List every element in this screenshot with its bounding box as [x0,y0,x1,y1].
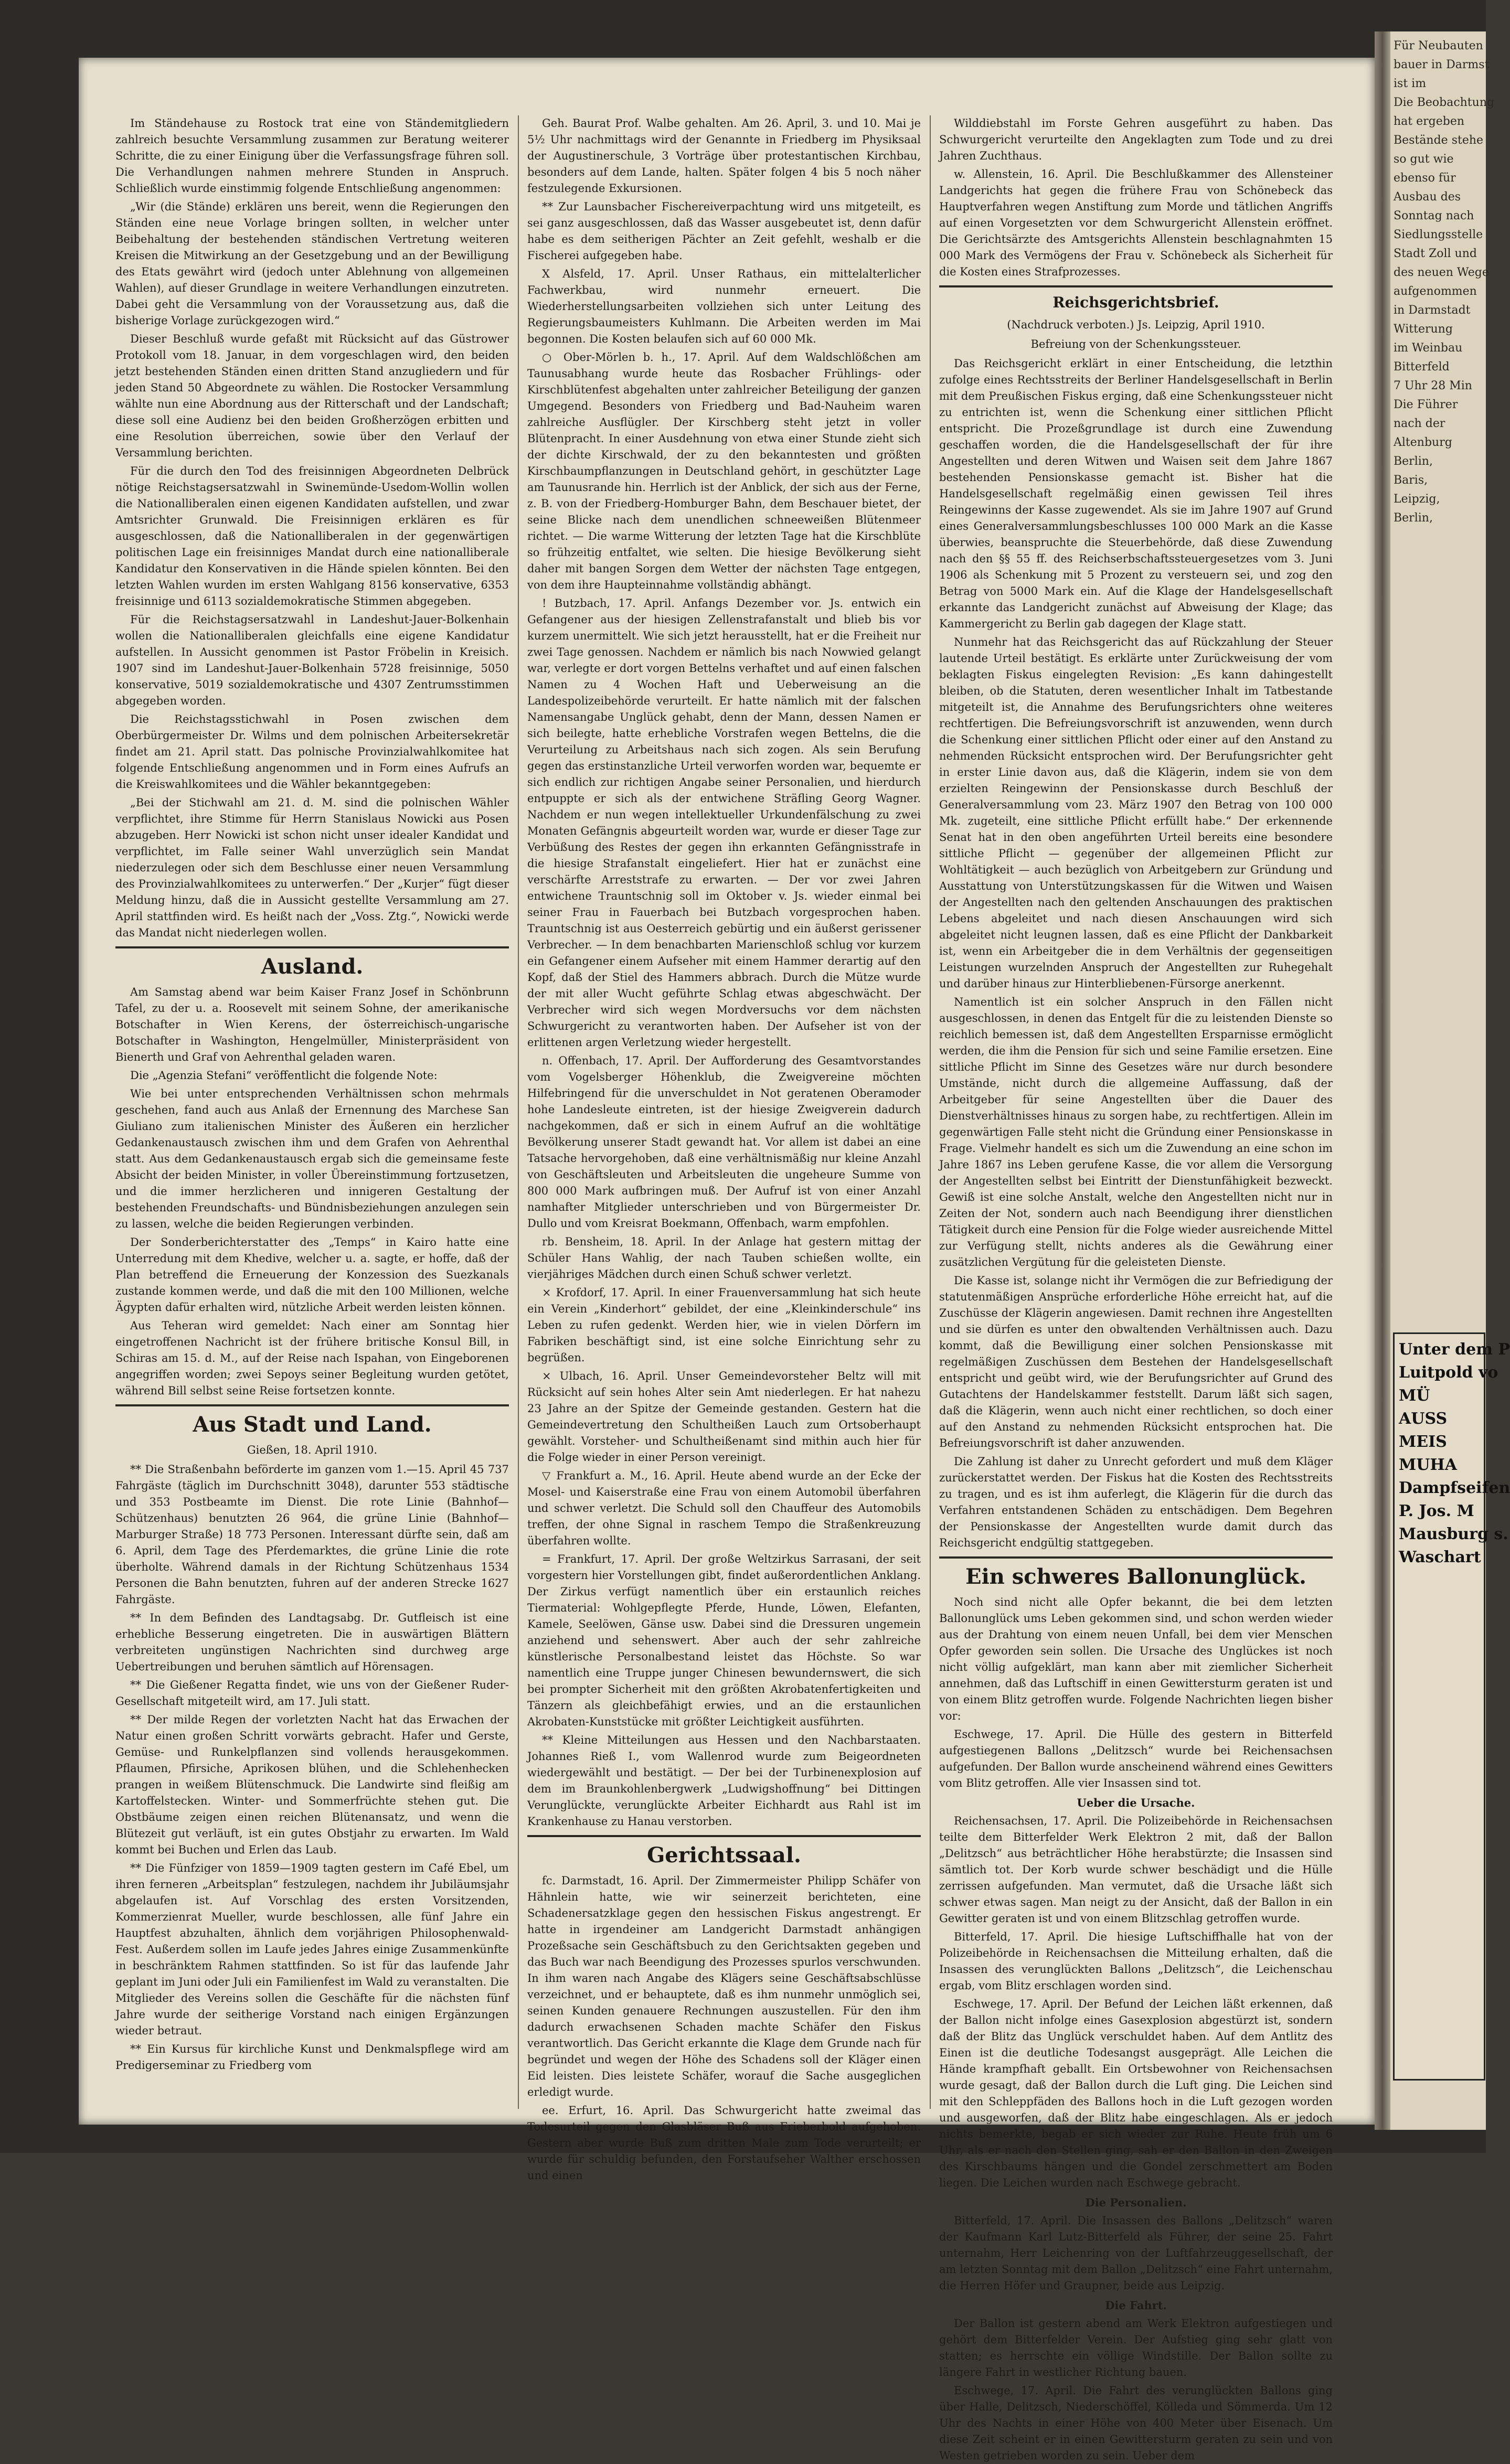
ballon-section [939,1594,1333,1791]
article-paragraph: „Wir (die Stände) erklären uns bereit, wenn die Regierungen den Ständen eine neue Vorlage bringen sollten, in welcher unter Beibehaltung der bestehenden ständischen Vertretung weiteren Kreisen die Mitwirkung an der Gesetzgebung und an der Bewilligung des Etats gewährt wird (jedoch unter Ablehnung von allgemeinen Wahlen), auf dieser Grundlage in weitere Verhandlungen einzutreten. Dabei geht die Versammlung von der Voraussetzung aus, daß die bisherige Vorlage zurückgezogen wird.“ [115,200,509,327]
column-2 [527,115,921,2182]
article-paragraph: Für die durch den Tod des freisinnigen Abgeordneten Delbrück nötige Reichstagsersatzwahl in Swinemünde-Usedom-Wollin wollen die Nationalliberalen einen eigenen Kandidaten aufstellen, und zwar Amtsrichter Grunwald. Die Freisinnigen erklären es für ausgeschlossen, daß die Nationalliberalen in der gegenwärtigen politischen Lage ein freisinniges Mandat durch eine nationalliberale Kandidatur den Konservativen in die Hände spielen könnten. Bei den letzten Wahlen wurden im ersten Wahlgang 8156 konservative, 6353 freisinnige und 6113 sozialdemokratische Stimmen abgegeben. [115,465,509,607]
adjacent-page-line: hat ergeben [1394,115,1465,128]
adjacent-page-line: Sonntag nach [1394,209,1474,222]
adjacent-page-line: Für Neubauten [1394,39,1483,52]
article-paragraph: Im Ständehause zu Rostock trat eine von Ständemitgliedern zahlreich besuchte Versammlung zusammen zur Beratung weiterer Schritte, die zu einer Einigung über die Verfassungsfrage führen soll. Die Verhandlungen nahmen mehrere Stunden in Anspruch. Schließlich wurde einstimmig folgende Entschließung angenommen: [115,117,509,195]
advertisement-line: Unter dem P [1399,1340,1510,1359]
article-paragraph: ** Die Gießener Regatta findet, wie uns von der Gießener Ruder-Gesellschaft mitgeteilt wird, am 17. Juli statt. [115,1679,509,1708]
adjacent-page-line: aufgenommen [1394,285,1477,298]
adjacent-page-line: Ausbau des [1394,190,1461,204]
advertisement-line: MEIS [1399,1433,1447,1451]
section-rule [939,1556,1333,1559]
adjacent-page-line: nach der [1394,417,1445,430]
advertisement-line: AUSS [1399,1410,1448,1428]
gericht-heading: Gerichtssaal. [647,1843,801,1868]
adjacent-page-text [1390,31,1495,533]
article-paragraph: Am Samstag abend war beim Kaiser Franz Josef in Schönbrunn Tafel, zu der u. a. Roosevelt mit seinem Sohne, der amerikanische Botschafter in Wien Kerens, der österreichisch-ungarische Botschafter in Washington, Hengelmüller, Ministerpräsident von Bienerth und Graf von Aehrenthal geladen waren. [115,986,509,1063]
adjacent-page-line: im Weinbau [1394,342,1463,355]
section-rule [939,285,1333,287]
advertisement-line: Luitpold vo [1399,1363,1498,1382]
article-paragraph: Namentlich ist ein solcher Anspruch in den Fällen nicht ausgeschlossen, in denen das Entgelt für die zu leistenden Dienste so reichlich bemessen ist, daß dem Angestellten Ersparnisse ermöglicht werden, die ihm die Pension für sich und seine Familie ersetzen. Eine sittliche Pflicht im Sinne des Gesetzes wäre nur durch besondere Umstände, nicht durch die allgemeine Auffassung, daß der Arbeitgeber für seine Angestellten über die Dauer des Dienstverhältnisses hinaus zu sorgen habe, zu rechtfertigen. Allein im gegenwärtigen Falle steht nicht die Gründung einer Pensionskasse in Frage. Vielmehr handelt es sich um die Zuwendung an eine schon im Jahre 1867 ins Leben gerufene Kasse, die vor allem die Versorgung der Angestellten selbst bei Eintritt der Dienstunfähigkeit bezweckt. Gewiß ist eine solche Anstalt, welche den Angestellten nicht nur in Zeiten der Not, sondern auch nach Beendigung ihrer dienstlichen Tätigkeit durch eine Pension für die Folge wieder ausreichende Mittel zur Verfügung stellt, nichts anderes als die Gewährung einer zusätzlichen Vergütung für die geleisteten Dienste. [939,996,1333,1268]
section-rule [115,1404,509,1406]
article-paragraph: × Krofdorf, 17. April. In einer Frauenversammlung hat sich heute ein Verein „Kinderhort“ gebildet, der eine „Kleinkinderschule“ ins Leben zu rufen gedenkt. Werden hier, wie in vielen Dörfern im Fabriken beschäftigt sind, ist eine solche Einrichtung sehr zu begrüßen. [527,1286,921,1364]
advertisement-line: Mausburg s. [1399,1525,1508,1543]
column-rule [930,115,931,2109]
court-continuation [939,115,1333,280]
section-rule [527,1835,921,1837]
article-paragraph: ** Die Straßenbahn beförderte im ganzen vom 1.—15. April 45 737 Fahrgäste (täglich im Durchschnitt 3048), darunter 553 städtische und 353 Postbeamte im Dienst. Die rote Linie (Bahnhof—Schützenhaus) benutzten 26 964, die grüne Linie (Bahnhof—Marburger Straße) 18 773 Personen. Interessant dürfte sein, daß am 6. April, dem Tage des Pferdemarktes, die grüne Linie die rote überholte. Während damals in der Richtung Schützenhaus 1534 Personen die Bahn benutzten, fuhren auf der anderen Strecke 1627 Fahrgäste. [115,1463,509,1606]
article-paragraph: Aus Teheran wird gemeldet: Nach einer am Sonntag hier eingetroffenen Nachricht ist der frühere britische Konsul Bill, in Schiras am 15. d. M., auf der Reise nach Ispahan, von Eingeborenen angegriffen worden; zwei Sepoys seiner Begleitung wurden getötet, während Bill selbst seine Reise fortsetzen konnte. [115,1319,509,1397]
article-paragraph: ** Zur Launsbacher Fischereiverpachtung wird uns mitgeteilt, es sei ganz ausgeschlossen, daß das Wasser ausgebeutet ist, denn dafür habe es dem seitherigen Pächter an Zeit gefehlt, weshalb er die Fischerei aufgegeben habe. [527,200,921,262]
personalien-heading: Die Personalien. [1085,2196,1187,2209]
columns [115,115,1343,2462]
ballon-heading: Ein schweres Ballonunglück. [965,1564,1306,1589]
article-paragraph: n. Offenbach, 17. April. Der Aufforderung des Gesamtvorstandes vom Vogelsberger Höhenklub, die Zweigvereine möchten Hilfebringend für die unverschuldet in Not geratenen Oberamoder hohe Landesleute eintreten, ist der hiesige Zweigverein dadurch nachgekommen, daß er sich in einem Aufruf an die wohltätige Bevölkerung unserer Stadt gewandt hat. Vor allem ist dabei an eine Tatsache hervorgehoben, daß eine verhältnismäßig nur kleine Anzahl von Geschäftsleuten und Arbeitsleuten die ungeheure Summe von 800 000 Mark aufbringen muß. Der Aufruf ist von einer Anzahl namhafter Mitglieder unterschrieben und von Bürgermeister Dr. Dullo und vom Kreisrat Boekmann, Offenbach, warm empfohlen. [527,1054,921,1230]
article-paragraph: Die Zahlung ist daher zu Unrecht gefordert und muß dem Kläger zurückerstattet werden. Der Fiskus hat die Kosten des Rechtsstreits zu tragen, und es ist ihm auferlegt, die Klägerin für die durch das Verfahren entstandenen Schäden zu entschädigen. Dem Begehren der Pensionskasse der Angestellten wurde damit durch das Reichsgericht endgültig stattgegeben. [939,1455,1333,1549]
advertisement-line: Waschart [1399,1548,1481,1566]
article-paragraph: = Frankfurt, 17. April. Der große Weltzirkus Sarrasani, der seit vorgestern hier Vorstellungen gibt, findet außerordentlichen Anklang. Der Zirkus verfügt namentlich über ein erstaunlich reiches Tiermaterial: Wohlgepflegte Pferde, Hunde, Löwen, Elefanten, Kamele, Seelöwen, Gänse usw. Dabei sind die Dressuren ungemein anziehend und sehenswert. Aber auch der sehr zahlreiche künstlerische Personalbestand leistet das Höchste. So war namentlich eine Truppe junger Chinesen bewundernswert, die sich bei prompter Sicherheit mit den größten Akrobatenfertigkeiten und Tänzern als gleichbefähigt erwies, und an die erstaunlichen Akrobaten-Kunststücke mit größter Leichtigkeit ausführten. [527,1553,921,1728]
adjacent-page-line: in Darmstadt [1394,304,1471,317]
adjacent-page-line: ist im [1394,77,1427,90]
reichsgericht-byline: (Nachdruck verboten.) Js. Leipzig, April 1910. [1007,318,1265,331]
article-paragraph: ** Ein Kursus für kirchliche Kunst und Denkmalspflege wird am Predigerseminar zu Friedberg vom [115,2043,509,2072]
fahrt-section [939,2316,1333,2464]
article-paragraph: Bitterfeld, 17. April. Die hiesige Luftschiffhalle hat von der Polizeibehörde in Reichensachsen die Mitteilung erhalten, daß die Insassen des verunglückten Ballons „Delitzsch“, die Leichenschau ergab, vom Blitz erschlagen worden sind. [939,1930,1333,1992]
article-paragraph: rb. Bensheim, 18. April. In der Anlage hat gestern mittag der Schüler Hans Wahlig, der nach Tauben schießen wollte, ein vierjähriges Mädchen durch einen Schuß schwer verletzt. [527,1235,921,1281]
advertisement-line: Dampfseifen [1399,1479,1510,1497]
article-paragraph: ▽ Frankfurt a. M., 16. April. Heute abend wurde an der Ecke der Mosel- und Kaiserstraße eine Frau von einem Automobil überfahren und schwer verletzt. Die Schuld soll den Chauffeur des Automobils treffen, der ohne Signal in raschem Tempo die Straßenkreuzung überfahren wollte. [527,1469,921,1547]
adjacent-page-line: Witterung [1394,323,1453,336]
adjacent-page-line: des neuen Wege [1394,266,1489,279]
advertisement [1393,1332,1510,2081]
adjacent-page-line: 7 Uhr 28 Min [1394,379,1472,392]
advertisement-text [1395,1334,1510,1573]
article-paragraph: Für die Reichstagsersatzwahl in Landeshut-Jauer-Bolkenhain wollen die Nationalliberalen gleichfalls eine eigene Kandidatur aufstellen. In Aussicht genommen ist Pastor Fröbelin in Kreisich. 1907 sind im Landeshut-Jauer-Bolkenhain 5728 freisinnige, 5050 konservative, 5019 sozialdemokratische und 4307 Zentrumsstimmen abgegeben worden. [115,613,509,707]
adjacent-page-line: bauer in Darmst [1394,58,1490,71]
adjacent-page-line: Leipzig, [1394,493,1440,506]
advertisement-line: P. Jos. M [1399,1502,1474,1520]
article-paragraph: ○ Ober-Mörlen b. h., 17. April. Auf dem Waldschlößchen am Taunusabhang wurde heute das Rosbacher Frühlings- oder Kirschblütenfest abgehalten unter zahlreicher Beteiligung der ganzen Umgegend. Besonders von Friedberg und Bad-Nauheim waren zahlreiche Ausflügler. Der Kirschberg steht jetzt in voller Blütenpracht. In einer Ausdehnung von etwa einer Stunde zieht sich der dichte Kirschwald, der zu den bekanntesten und größten Kirschbaumpflanzungen in Deutschland gehört, in geschützter Lage am Taunusrande hin. Herrlich ist der Anblick, der sich aus der Ferne, z. B. von der Friedberg-Homburger Bahn, dem Beschauer bietet, der seine Blicke nach dem unendlichen schneeweißen Blütenmeer richtet. — Die warme Witterung der letzten Tage hat die Kirschblüte so frühzeitig entfaltet, wie selten. Die hiesige Bevölkerung sieht daher mit bangen Sorgen dem Wetter der nächsten Tage entgegen, von dem ihre Haupteinnahme vollständig abhängt. [527,351,921,591]
article-paragraph: w. Allenstein, 16. April. Die Beschlußkammer des Allensteiner Landgerichts hat gegen die frühere Frau von Schönebeck das Hauptverfahren wegen Anstiftung zum Morde und tätlichen Angriffs auf einen Vorgesetzten vor dem Schwurgericht Allenstein eröffnet. Die Gerichtsärzte des Amtsgerichts Allenstein beschlagnahmten 15 000 Mark des Vermögens der Frau v. Schönebeck als Sicherheit für die Kosten eines Strafprozesses. [939,168,1333,278]
adjacent-page-line: ebenso für [1394,172,1456,185]
article-paragraph: Eschwege, 17. April. Die Hülle des gestern in Bitterfeld aufgestiegenen Ballons „Delitzsch“ wurde bei Reichensachsen aufgefunden. Der Ballon wurde anscheinend während eines Gewitters vom Blitz getroffen. Alle vier Insassen sind tot. [939,1728,1333,1789]
advertisement-line: MÜ [1399,1386,1430,1405]
adjacent-page-line: Altenburg [1394,436,1452,449]
article-paragraph: Reichensachsen, 17. April. Die Polizeibehörde in Reichensachsen teilte dem Bitterfelder Werk Elektron 2 mit, daß der Ballon „Delitzsch“ aus beträchtlicher Höhe herabstürzte; die Insassen sind sämtlich tot. Der Korb wurde schwer beschädigt und die Hülle zerrissen aufgefunden. Man vermutet, daß die Ursache läßt sich schwer etwas sagen. Man neigt zu der Ansicht, daß der Ballon in ein Gewitter geraten ist und von einem Blitzschlag getroffen wurde. [939,1815,1333,1925]
reichsgericht-subtitle: Befreiung von der Schenkungssteuer. [1030,338,1241,350]
adjacent-page-line: Berlin, [1394,511,1433,525]
adjacent-page-line: Bestände stehe [1394,134,1484,147]
ausland-section [115,984,509,1399]
adjacent-page-line: Die Führer [1394,398,1458,411]
article-paragraph: Wie bei unter entsprechenden Verhältnissen schon mehrmals geschehen, fand auch aus Anlaß der Ernennung des Marchese San Giuliano zum italienischen Minister des Äußeren ein herzlicher Gedankenaustausch zwischen ihm und dem Grafen von Aehrenthal statt. Aus dem Gedankenaustausch ergab sich die gemeinsame feste Absicht der beiden Minister, in voller Übereinstimmung fortzusetzen, und die immer herzlicheren und innigeren Gestaltung der bestehenden Freundschafts- und Bündnisbeziehungen anzulegen sein zu lassen, welche die beiden Regierungen verbinden. [115,1087,509,1230]
adjacent-page-line: Die Beobachtung [1394,96,1495,109]
article-paragraph: ! Butzbach, 17. April. Anfangs Dezember vor. Js. entwich ein Gefangener aus der hiesigen Zellenstrafanstalt und blieb bis vor kurzem unermittelt. Wie sich jetzt herausstellt, hat er die Freiheit nur zwei Tage genossen. Nachdem er nämlich bis nach Nowwied gelangt war, verlegte er dort vorgen Bettelns verhaftet und auf einen falschen Namen zu 4 Wochen Haft und Ueberweisung an die Landespolizeibehörde verurteilt. Er hatte nämlich mit der falschen Namensangabe Unglück gehabt, denn der Mann, dessen Namen er sich beilegte, hatte erhebliche Vorstrafen wegen Bettelns, die die Verurteilung zu Arbeitshaus nach sich zogen. Als sein Berufung gegen das erstinstanzliche Urteil verworfen worden war, bequemte er sich endlich zur richtigen Angabe seiner Personalien, und hierdurch entpuppte er sich als der entwichene Sträfling Georg Wagner. Nachdem er nun wegen intellektueller Urkundenfälschung zu zwei Monaten Gefängnis abgeurteilt worden war, wurde er dieser Tage zur Verbüßung des Restes der gegen ihn erkannten Gefängnisstrafe in die hiesige Strafanstalt eingeliefert. Hier hat er zunächst eine verschärfte Arreststrafe zu erwarten. — Der vor zwei Jahren entwichene Trauntschnig soll im Oktober v. Js. wieder einmal bei seiner Frau in Fauerbach bei Butzbach vorgesprochen haben. Trauntschnig ist aus Oesterreich gebürtig und ein äußerst gerissener Verbrecher. — In dem benachbarten Marienschloß schlug vor kurzem ein Gefangener einem Aufseher mit einem Hammer derartig auf den Kopf, daß der Stiel des Hammers abbrach. Durch die Mütze wurde der mit aller Wucht geführte Schlag etwas abgeschwächt. Der Verbrecher wird sich wegen Mordversuchs vor dem nächsten Schwurgericht zu verantworten haben. Der Aufseher ist von der erlittenen argen Verletzung wieder hergestellt. [527,597,921,1049]
article-paragraph: Die Kasse ist, solange nicht ihr Vermögen die zur Befriedigung der statutenmäßigen Ansprüche erforderliche Höhe erreicht hat, auf die Zuschüsse der Klägerin angewiesen. Damit rechnen ihre Angestellten und sie dürfen es unter den obwaltenden Verhältnissen auch. Dazu kommt, daß die Bewilligung einer solchen Pensionskasse mit regelmäßigen Zuschüssen dem Bestehen der Handelsgesellschaft entspricht und geübt wird, wie der Berufungsrichter auf Grund des Gutachtens der Handelskammer feststellt. Darum läßt sich sagen, daß die Klägerin, wenn auch nicht einer rechtlichen, so doch einer auf den Anstand zu nehmenden Rücksicht entsprochen hat. Die Befreiungsvorschrift ist daher anzuwenden. [939,1274,1333,1449]
ursache-section [939,1813,1333,2191]
reichsgericht-section [939,356,1333,1551]
regional-news [527,115,921,1830]
ausland-heading: Ausland. [261,954,364,979]
article-paragraph: ** In dem Befinden des Landtagsabg. Dr. Gutfleisch ist eine erhebliche Besserung eingetreten. Die in auswärtigen Blättern verbreiteten ungünstigen Nachrichten sind durchweg arge Uebertreibungen und beruhen sämtlich auf Hörensagen. [115,1612,509,1673]
newspaper-page [79,58,1375,2462]
stadt-dateline: Gießen, 18. April 1910. [247,1444,378,1456]
page-fold [1375,31,1390,2130]
adjacent-page-line: so gut wie [1394,153,1454,166]
ursache-heading: Ueber die Ursache. [1077,1796,1195,1809]
article-paragraph: Bitterfeld, 17. April. Die Insassen des Ballons „Delitzsch“ waren der Kaufmann Karl Lutz-Bitterfeld als Führer, der seine 25. Fahrt unternahm, Herr Leichenring von der Luftfahrzeuggesellschaft, der am letzten Sonntag mit dem Ballon „Delitzsch“ eine Fahrt unternahm, die Herren Höfer und Graupner, beide aus Leipzig. [939,2214,1333,2292]
section-rule [115,946,509,948]
column-1 [115,115,509,2109]
adjacent-page-line: Bitterfeld [1394,360,1450,374]
column-3 [939,115,1333,2462]
article-paragraph: X Alsfeld, 17. April. Unser Rathaus, ein mittelalterlicher Fachwerkbau, wird nunmehr erneuert. Die Wiederherstellungsarbeiten vollziehen sich unter Leitung des Regierungsbaumeisters Kuhlmann. Die Arbeiten werden im Mai begonnen. Die Kosten belaufen sich auf 60 000 Mk. [527,268,921,345]
article-paragraph: Die Reichstagsstichwahl in Posen zwischen dem Oberbürgermeister Dr. Wilms und dem polnischen Arbeitersekretär findet am 21. April statt. Das polnische Provinzialwahlkomitee hat folgende Entschließung angenommen und in Form eines Aufrufs an die Kreiswahlkomitees und die Wähler bekanntgegeben: [115,713,509,791]
article-paragraph: „Bei der Stichwahl am 21. d. M. sind die polnischen Wähler verpflichtet, ihre Stimme für Herrn Stanislaus Nowicki aus Posen abzugeben. Herr Nowicki ist schon nicht unser idealer Kandidat und verpflichtet, im Falle seiner Wahl unverzüglich sein Mandat niederzulegen oder sich dem Beschlusse einer neuen Versammlung des Provinzialwahlkomitees zu unterwerfen.“ Der „Kurjer“ fügt dieser Meldung hinzu, daß die in Aussicht gestellte Versammlung am 27. April stattfinden wird. Es heißt nach der „Voss. Ztg.“, Nowicki werde das Mandat nicht niederlegen wollen. [115,796,509,939]
article-paragraph: Dieser Beschluß wurde gefaßt mit Rücksicht auf das Güstrower Protokoll vom 18. Januar, in dem vorgeschlagen wird, den beiden jetzt bestehenden Ständen einen dritten Stand anzugliedern und für jeden Stand 50 Abgeordnete zu wählen. Die Rostocker Versammlung wählte nun eine Abordnung aus der Ritterschaft und der Landschaft; diese soll eine Audienz bei den beiden Großherzögen erbitten und eine Resolution überreichen, sowie über den Verlauf der Versammlung berichten. [115,333,509,459]
article-paragraph: Noch sind nicht alle Opfer bekannt, die bei dem letzten Ballonunglück ums Leben gekommen sind, und schon werden wieder aus der Drahtung von einem neuen Unfall, bei dem vier Menschen Opfer geworden sein sollen. Die Ursache des Unglückes ist noch nicht völlig aufgeklärt, man kann aber mit ziemlicher Sicherheit annehmen, daß das Luftschiff in einen Gewittersturm geraten ist und von einem Blitz getroffen wurde. Folgende Nachrichten liegen bisher vor: [939,1596,1333,1722]
adjacent-page-line: Berlin, [1394,455,1433,468]
article-paragraph: × Ulbach, 16. April. Unser Gemeindevorsteher Beltz will mit Rücksicht auf sein hohes Alter sein Amt niederlegen. Er hat nahezu 23 Jahre an der Spitze der Gemeinde gestanden. Gestern hat die Gemeindevertretung den Schultheißen Lauch zum Ortsoberhaupt gewählt. Vorsteher- und Schultheißenamt sind mithin auch hier für die Folge wieder in einer Person vereinigt. [527,1370,921,1464]
article-paragraph: Eschwege, 17. April. Der Befund der Leichen läßt erkennen, daß der Ballon nicht infolge eines Gasexplosion abgestürzt ist, sondern daß der Blitz das Unglück verschuldet haben. Auf dem Antlitz des Einen ist die deutliche Todesangst ausgeprägt. Alle Leichen die Hände krampfhaft geballt. Ein Ortsbewohner von Reichensachsen wurde gesagt, daß der Ballon durch die Luft ging. Die Leichen sind mit den Schleppfäden des Ballons hoch in die Luft gezogen worden und ausgeworfen, daß der Blitz habe eingeschlagen. Als er jedoch nichts bemerkte, begab er sich wieder zur Ruhe. Heute früh um 6 Uhr, als er nach den Stellen ging, sah er den Ballon in den Zweigen des Kirschbaums hängen und die Gondel zerschmettert am Boden liegen. Die Leichen wurden nach Eschwege gebracht. [939,1998,1333,2189]
personalien-section [939,2213,1333,2294]
article-paragraph: Eschwege, 17. April. Die Fahrt des verunglückten Ballons ging über Halle, Delitzsch, Niederschöffel, Kölleda und Sömmerda. Um 12 Uhr des Nachts in einer Höhe von 400 Meter über Eisenach. Um diese Zeit scheint er in einen Gewittersturm geraten zu sein und von Westen getrieben worden zu sein. Ueber dem [939,2384,1333,2462]
article-paragraph: Die „Agenzia Stefani“ veröffentlicht die folgende Note: [130,1069,438,1082]
column-rule [518,115,519,2109]
reichsgericht-heading: Reichsgerichtsbrief. [1052,294,1219,311]
article-paragraph: Der Ballon ist gestern abend am Werk Elektron aufgestiegen und gehört dem Bitterfelder Verein. Der Aufstieg ging sehr glatt von statten; es herrschte ein völlige Windstille. Der Ballon sollte zu längere Fahrt in westlicher Richtung bauen. [939,2317,1333,2378]
article-paragraph: ** Der milde Regen der vorletzten Nacht hat das Erwachen der Natur einen großen Schritt vorwärts gebracht. Hafer und Gerste, Gemüse- und Runkelpflanzen sind vollends herausgekommen. Pflaumen, Pfirsiche, Aprikosen blühen, und die Schlehenhecken prangen in weißem Blütenschmuck. Die Landwirte sind fleißig am Kartoffelstecken. Winter- und Sommerfrüchte stehen gut. Die Obstbäume zeigen einen reichen Blütenansatz, und wenn die Blütezeit gut verläuft, ist ein gutes Obstjahr zu erwarten. Im Wald kommt bei Buchen und Erlen das Laub. [115,1713,509,1856]
article-paragraph: ** Kleine Mitteilungen aus Hessen und den Nachbarstaaten. Johannes Rieß I., vom Wallenrod wurde zum Beigeordneten wiedergewählt und bestätigt. — Der bei der Turbinenexplosion auf dem im Braunkohlenbergwerk „Ludwigshoffnung“ bei Dittingen Verunglückte, verunglückte Arbeiter Eichhardt aus Rahl ist im Krankenhause zu Hanau verstorben. [527,1734,921,1828]
article-paragraph: ** Die Fünfziger von 1859—1909 tagten gestern im Café Ebel, um ihren ferneren „Arbeitsplan“ festzulegen, nachdem ihr Jubiläumsjahr abgelaufen ist. Auf Vorschlag des ersten Vorsitzenden, Kommerzienrat Mueller, wurde beschlossen, alle fünf Jahre ein Hauptfest abzuhalten, ähnlich dem vorjährigen Philosophenwald-Fest. Außerdem sollen im Laufe jedes Jahres einige Zusammenkünfte in beschränktem Rahmen stattfinden. So ist für das laufende Jahr geplant im Juni oder Juli ein Familienfest im Wald zu veranstalten. Die Mitglieder des Vereins sollen die Geschäfte für die nächsten fünf Jahre wurde der seitherige Vorstand nach einigen Ergänzungen wieder betraut. [115,1862,509,2037]
article-paragraph: ee. Erfurt, 16. April. Das Schwurgericht hatte zweimal das Todesurteil gegen den Glasbläser Buß aus Frieberbold aufgehoben. Gestern aber wurde Buß zum dritten Male zum Tode verurteilt; er wurde für schuldig befunden, den Forstaufseher Walther erschossen und einen [527,2104,921,2182]
article-paragraph: Das Reichsgericht erklärt in einer Entscheidung, die letzthin zufolge eines Rechtsstreits der Berliner Handelsgesellschaft in Berlin mit dem Preußischen Fiskus erging, daß eine Schenkungssteuer nicht zu entrichten ist, wenn die Schenkung einer sittlichen Pflicht entspricht. Die Prozeßgrundlage ist durch eine Zuwendung geschaffen worden, die die Handelsgesellschaft der für ihre Angestellten und deren Witwen und Waisen seit dem Jahre 1867 bestehenden Pensionskasse gemacht ist. Bisher hat die Handelsgesellschaft regelmäßig einen gewissen Teil ihres Reingewinns der Kasse zugewendet. Als sie im Jahre 1907 auf Grund eines Generalversammlungsbeschlusses 100 000 Mark an die Kasse überwies, beanspruchte die Steuerbehörde, daß diese Zuwendung nach den §§ 55 ff. des Reichserbschaftssteuergesetzes vom 3. Juni 1906 als Schenkung mit 5 Prozent zu versteuern sei, und zog den Betrag von 5000 Mark ein. Auf die Klage der Handelsgesellschaft erkannte das Landgericht zunächst auf Abweisung der Klage; das Kammergericht zu Berlin gab dagegen der Klage statt. [939,357,1333,630]
politics-section [115,115,509,941]
adjacent-page-line: Siedlungsstelle [1394,228,1483,241]
adjacent-page-line: Stadt Zoll und [1394,247,1477,260]
article-paragraph: Nunmehr hat das Reichsgericht das auf Rückzahlung der Steuer lautende Urteil bestätigt. Es erklärte unter Zurückweisung der vom beklagten Fiskus eingelegten Revision: „Es kann dahingestellt bleiben, ob die Statuten, deren wesentlicher Inhalt im Tatbestande mitgeteilt ist, die Annahme des Berufungsrichters ohne weiteres rechtfertigen. Die Befreiungsvorschrift ist anzuwenden, wenn durch die Schenkung einer sittlichen Pflicht oder einer auf den Anstand zu nehmenden Rücksicht entsprochen wird. Der Berufungsrichter geht in erster Linie davon aus, daß die Klägerin, indem sie von dem erzielten Reingewinn der Pensionskasse durch Beschluß der Generalversammlung vom 23. März 1907 den Betrag von 100 000 Mk. zugeteilt, eine sittliche Pflicht erfüllt habe.“ Der erkennende Senat hat in den oben angeführten Urteil bereits eine besondere sittliche Pflicht — gegenüber der allgemeinen Pflicht zur Wohltätigkeit — auch bezüglich von Arbeitgebern zur Gründung und Ausstattung von Unterstützungskassen für die Witwen und Waisen der Angestellten nach den geltenden Anschauungen des praktischen Lebens abgeleitet und nach diesen Anschauungen wird sich abgeleitet nicht leugnen lassen, daß es eine Pflicht der Dankbarkeit ist, wenn ein Arbeitgeber die in dem Verhältnis der gegenseitigen Leistungen wurzelnden Anspruch der Angestellten zur Ruhegehalt und darüber hinaus zur Hinterbliebenen-Fürsorge anerkennt. [939,636,1333,990]
stadt-section [115,1462,509,2074]
gericht-section [527,1873,921,2184]
article-paragraph: Wilddiebstahl im Forste Gehren ausgeführt zu haben. Das Schwurgericht verurteilte den Angeklagten zum Tode und zu drei Jahren Zuchthaus. [939,117,1333,162]
article-paragraph: fc. Darmstadt, 16. April. Der Zimmermeister Philipp Schäfer von Hähnlein hatte, wie wir seinerzeit berichteten, eine Schadenersatzklage gegen den hessischen Fiskus angestrengt. Er hatte in irgendeiner am Landgericht Darmstadt anhängigen Prozeßsache sein Geschäftsbuch zu den Gerichtsakten gegeben und das Buch war nach Beendigung des Prozesses spurlos verschwunden. In ihm waren nach Angabe des Klägers seine Geschäftsabschlüsse verzeichnet, und er behauptete, daß es ihm nunmehr unmöglich sei, seinen Kunden genauere Rechnungen auszustellen. Für den ihm dadurch erwachsenen Schaden machte Schäfer den Fiskus verantwortlich. Das Gericht erkannte die Klage dem Grunde nach für begründet und wegen der Höhe des Schadens soll der Kläger einen Eid leisten. Dies leistete Schäfer, worauf die Sache ausgeglichen erledigt wurde. [527,1874,921,2098]
advertisement-line: MUHA [1399,1456,1457,1474]
adjacent-page-line: Baris, [1394,474,1428,487]
article-paragraph: Geh. Baurat Prof. Walbe gehalten. Am 26. April, 3. und 10. Mai je 5½ Uhr nachmittags wird der Genannte in Friedberg im Physiksaal der Augustinerschule, 3 Vorträge über protestantischen Kirchbau, besonders auf dem Lande, halten. Später folgen 4 bis 5 noch näher festzulegende Exkursionen. [527,117,921,195]
fahrt-heading: Die Fahrt. [1105,2299,1167,2312]
article-paragraph: Der Sonderberichterstatter des „Temps“ in Kairo hatte eine Unterredung mit dem Khedive, welcher u. a. sagte, er hoffe, daß der Plan betreffend die Erneuerung der Konzession des Suezkanals zustande kommen werde, und daß die mit den 100 Millionen, welche Ägypten dafür erhalten wird, nützliche Arbeit werden leisten können. [115,1236,509,1314]
stadt-heading: Aus Stadt und Land. [193,1412,432,1437]
